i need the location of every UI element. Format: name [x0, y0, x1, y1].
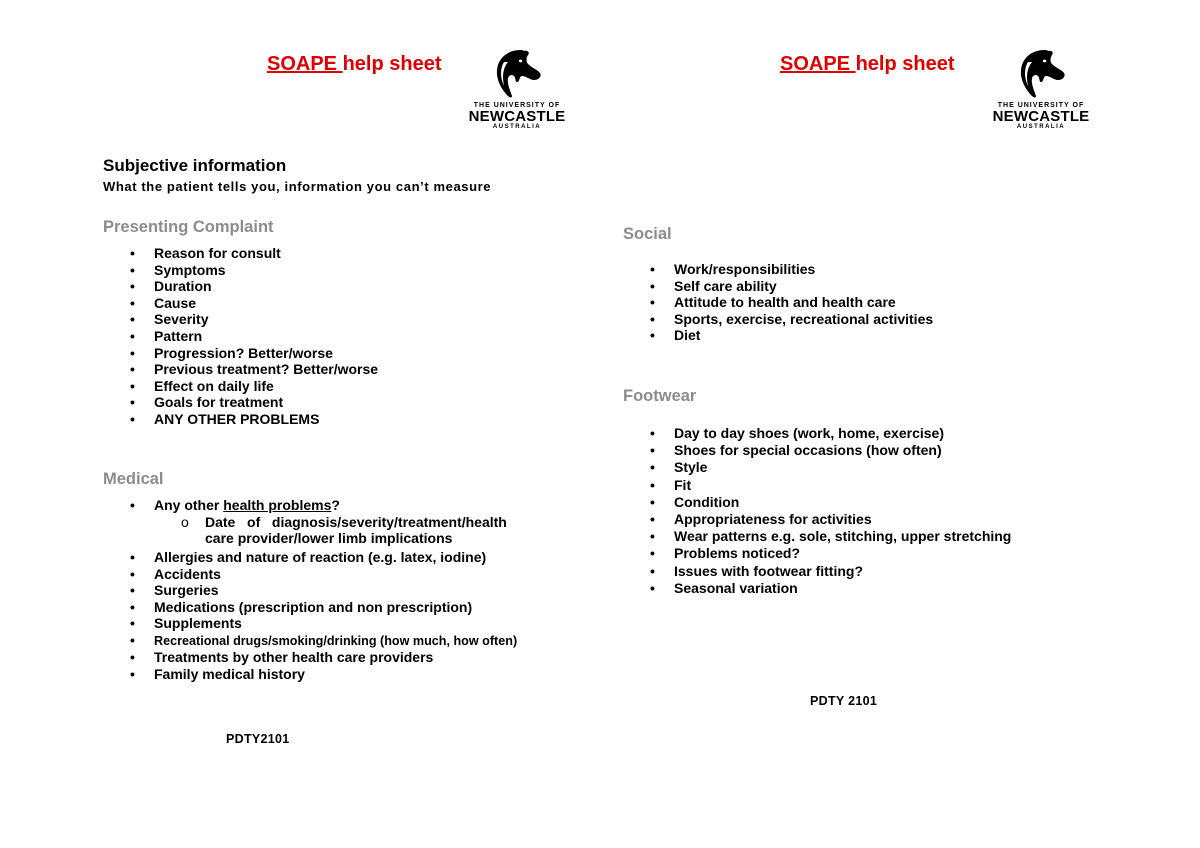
list-item	[623, 425, 1183, 442]
logo-line3: AUSTRALIA	[492, 124, 542, 130]
bullet: •	[130, 377, 135, 394]
bullet: •	[130, 394, 135, 411]
bullet: •	[130, 245, 135, 261]
footer-course-code: PDTY2101	[226, 732, 290, 746]
list-item	[103, 632, 583, 650]
logo-line2: NEWCASTLE	[992, 108, 1090, 125]
medical-list-small	[103, 632, 583, 650]
list-item	[103, 566, 583, 583]
list-item	[103, 262, 583, 279]
bullet: •	[650, 545, 655, 562]
title-first-letter: S	[780, 53, 794, 75]
list-item	[103, 361, 583, 378]
title-mid: OAPE	[793, 53, 856, 75]
bullet: •	[650, 425, 655, 441]
bullet: •	[130, 344, 135, 361]
list-item	[103, 245, 583, 262]
list-item	[103, 278, 583, 295]
bullet: •	[130, 549, 135, 565]
logo-line1: THE UNIVERSITY OF	[473, 102, 561, 109]
footer-course-code: PDTY 2101	[810, 694, 878, 708]
list-item-text: Style	[674, 459, 708, 476]
sub-item-line2: care provider/lower limb implications	[205, 530, 453, 547]
list-item	[103, 311, 583, 328]
bullet: •	[650, 511, 655, 528]
title-mid: OAPE	[280, 53, 343, 75]
list-item	[103, 549, 583, 566]
bullet: •	[650, 579, 655, 596]
list-item	[103, 649, 583, 666]
bullet: •	[650, 261, 655, 277]
list-item-text: Appropriateness for activities	[674, 511, 872, 528]
bullet: •	[130, 278, 135, 295]
page-title	[267, 53, 442, 76]
list-item	[623, 580, 1183, 597]
medical-first-prefix: Any other	[154, 497, 224, 513]
list-item-text: Sports, exercise, recreational activities	[674, 310, 934, 327]
bullet: •	[650, 277, 655, 294]
list-item	[103, 345, 583, 362]
list-item-text: Symptoms	[154, 261, 226, 278]
footwear-heading: Footwear	[623, 387, 697, 405]
medical-list-continued	[103, 549, 583, 632]
list-item	[103, 582, 583, 599]
list-item-text: ANY OTHER PROBLEMS	[154, 410, 320, 427]
logo-line3: AUSTRALIA	[1016, 124, 1066, 130]
list-item-text: Duration	[154, 278, 212, 295]
medical-list-end	[103, 649, 583, 682]
list-item	[623, 278, 1183, 295]
medical-heading: Medical	[103, 470, 164, 488]
list-item	[623, 294, 1183, 311]
health-problems-link: health problems	[223, 497, 332, 513]
list-item-text: Effect on daily life	[154, 377, 274, 394]
bullet: •	[130, 665, 135, 682]
bullet: •	[130, 327, 135, 344]
list-item	[103, 295, 583, 312]
bullet: •	[650, 442, 655, 459]
list-item	[103, 599, 583, 616]
university-logo	[467, 48, 567, 144]
bullet: •	[130, 582, 135, 599]
subjective-heading: Subjective information	[103, 156, 287, 175]
bullet: •	[130, 497, 135, 513]
list-item	[623, 528, 1183, 545]
list-item-text: Previous treatment? Better/worse	[154, 361, 379, 378]
bullet: •	[650, 528, 655, 545]
list-item-text: Condition	[674, 493, 740, 510]
list-item	[623, 494, 1183, 511]
list-item-text: Issues with footwear fitting?	[674, 562, 864, 579]
list-item	[623, 563, 1183, 580]
list-item	[623, 511, 1183, 528]
presenting-complaint-list	[103, 245, 583, 428]
horse-head-crest-icon	[1014, 48, 1068, 100]
list-item-text: Accidents	[154, 565, 221, 582]
list-item	[103, 394, 583, 411]
horse-head-crest-icon	[490, 48, 544, 100]
medical-first-suffix: ?	[331, 497, 340, 513]
list-item-text: Reason for consult	[154, 245, 281, 261]
medical-list	[103, 497, 583, 547]
list-item	[103, 378, 583, 395]
bullet: •	[130, 410, 135, 427]
list-item	[623, 545, 1183, 562]
list-item	[103, 411, 583, 428]
list-item	[623, 477, 1183, 494]
list-item-text: Medications (prescription and non prescription)	[154, 598, 473, 615]
sub-bullet: o	[181, 513, 189, 530]
bullet: •	[130, 261, 135, 278]
list-item-text: Severity	[154, 311, 209, 328]
bullet: •	[650, 493, 655, 510]
list-item	[103, 328, 583, 345]
list-item-text: Work/responsibilities	[674, 261, 816, 277]
bullet: •	[130, 361, 135, 378]
sub-list-item	[154, 514, 583, 547]
bullet: •	[650, 459, 655, 476]
list-item	[623, 442, 1183, 459]
list-item-text: Surgeries	[154, 582, 219, 599]
title-rest: help sheet	[342, 53, 442, 75]
list-item-text: Treatments by other health care providers	[154, 649, 434, 665]
list-item-text: Self care ability	[674, 277, 777, 294]
bullet: •	[650, 562, 655, 579]
list-item-text: Diet	[674, 327, 701, 344]
logo-line2: NEWCASTLE	[468, 108, 566, 125]
list-item-text: Fit	[674, 476, 692, 493]
list-item	[103, 666, 583, 683]
list-item-text: Shoes for special occasions (how often)	[674, 442, 942, 459]
list-item-text: Seasonal variation	[674, 579, 798, 596]
list-item-text: Family medical history	[154, 665, 305, 682]
footwear-list	[623, 425, 1183, 597]
presenting-complaint-heading: Presenting Complaint	[103, 218, 274, 236]
title-rest: help sheet	[855, 53, 955, 75]
bullet: •	[130, 311, 135, 328]
bullet: •	[130, 615, 135, 632]
list-item	[623, 261, 1183, 278]
list-item-text: Wear patterns e.g. sole, stitching, upper stretching	[674, 528, 1012, 545]
list-item-text: Pattern	[154, 327, 203, 344]
medical-sublist	[154, 514, 583, 547]
list-item-text: Day to day shoes (work, home, exercise)	[674, 425, 944, 441]
bullet: •	[130, 649, 135, 665]
list-item-text: Allergies and nature of reaction (e.g. latex, iodine)	[154, 549, 487, 565]
list-item	[623, 311, 1183, 328]
bullet: •	[130, 598, 135, 615]
bullet: •	[650, 327, 655, 344]
list-item-text: Cause	[154, 294, 197, 311]
bullet: •	[650, 476, 655, 493]
bullet: •	[130, 294, 135, 311]
bullet: •	[650, 310, 655, 327]
list-item	[623, 327, 1183, 344]
bullet: •	[130, 565, 135, 582]
right-page	[600, 0, 1200, 848]
subjective-subheading: What the patient tells you, information you can’t measure	[103, 179, 492, 194]
bullet: •	[130, 632, 135, 648]
list-item-text: Supplements	[154, 615, 242, 632]
social-heading: Social	[623, 225, 672, 243]
title-first-letter: S	[267, 53, 281, 75]
list-item	[103, 615, 583, 632]
bullet: •	[650, 294, 655, 311]
list-item-text: Progression? Better/worse	[154, 344, 333, 361]
logo-line1: THE UNIVERSITY OF	[997, 102, 1085, 109]
list-item-text: Attitude to health and health care	[674, 294, 896, 311]
social-list	[623, 261, 1183, 344]
list-item	[623, 459, 1183, 476]
list-item-text: Problems noticed?	[674, 545, 801, 562]
list-item	[103, 497, 583, 547]
recreational-drugs-item: Recreational drugs/smoking/drinking (how much, how often)	[154, 634, 518, 648]
university-logo	[991, 48, 1091, 144]
list-item-text: Goals for treatment	[154, 394, 284, 411]
sub-item-line1: Date of diagnosis/severity/treatment/health	[205, 513, 507, 530]
page-title	[780, 53, 955, 76]
